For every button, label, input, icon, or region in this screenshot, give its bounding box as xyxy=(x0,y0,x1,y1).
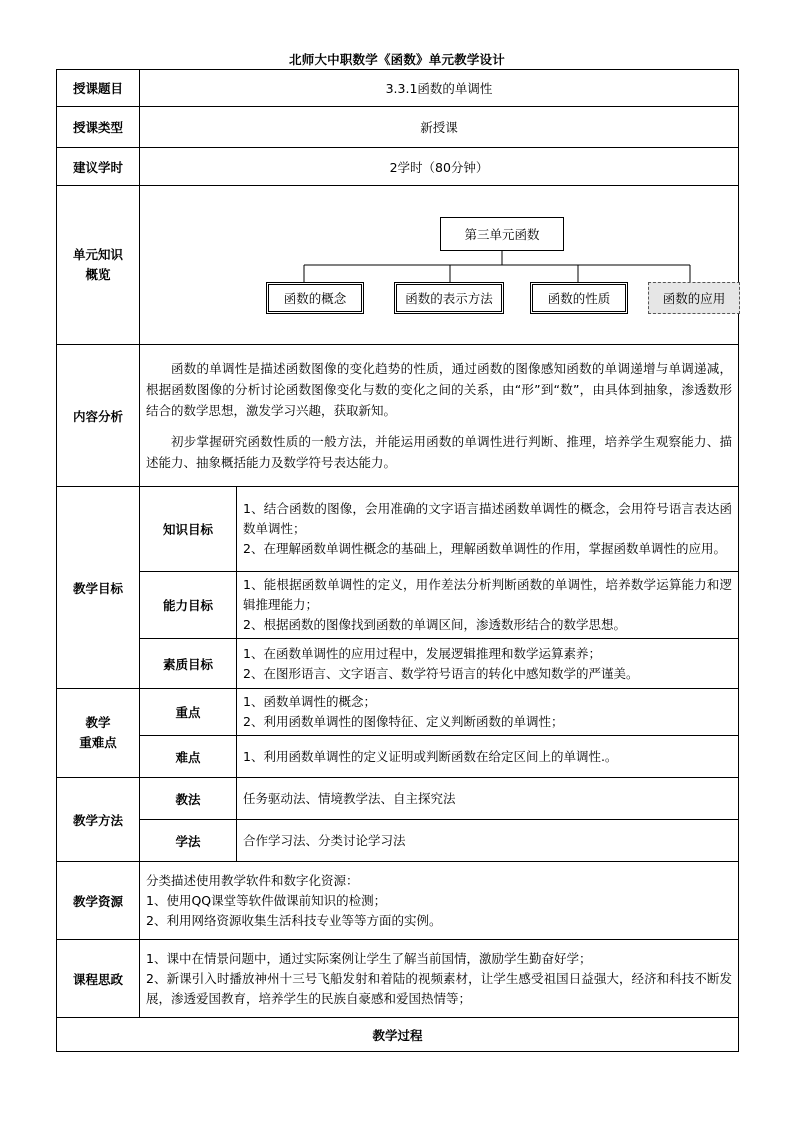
overview-label-line2: 概览 xyxy=(85,267,111,282)
diagram-node-concept: 函数的概念 xyxy=(266,282,364,314)
learning-method-label: 学法 xyxy=(140,820,237,862)
quality-objective-label: 素质目标 xyxy=(140,639,237,689)
key-points-label xyxy=(57,689,140,778)
quality-objective-item-1: 1、在函数单调性的应用过程中，发展逻辑推理和数学运算素养； xyxy=(243,645,601,661)
knowledge-objective-label: 知识目标 xyxy=(140,487,237,572)
topic-row xyxy=(57,70,739,107)
lesson-plan-table xyxy=(56,69,739,1052)
hours-label: 建议学时 xyxy=(57,148,140,186)
ideology-label: 课程思政 xyxy=(57,940,140,1018)
quality-objective-row xyxy=(57,639,739,689)
diagram-node-representation: 函数的表示方法 xyxy=(394,282,504,314)
process-row xyxy=(57,1018,739,1052)
teaching-method-value: 任务驱动法、情境教学法、自主探究法 xyxy=(237,778,739,820)
diagram-node-application: 函数的应用 xyxy=(648,282,740,314)
difficulty-text xyxy=(237,736,739,778)
learning-method-value: 合作学习法、分类讨论学习法 xyxy=(237,820,739,862)
content-paragraph-1: 函数的单调性是描述函数图像的变化趋势的性质，通过函数的图像感知函数的单调递增与单调递减，根据函数图像的分析讨论函数图像变化与数的变化之间的关系，由“形”到“数”，由具体到抽象，渗透数形结合的数学思想，激发学习兴趣，获取新知。 xyxy=(146,361,732,418)
topic-value: 3.3.1函数的单调性 xyxy=(140,70,739,107)
lesson-type-value: 新授课 xyxy=(140,107,739,148)
ability-objective-item-1: 1、能根据函数单调性的定义，用作差法分析判断函数的单调性，培养数学运算能力和逻辑推理能力； xyxy=(243,577,732,612)
key-points-label-line2: 重难点 xyxy=(79,735,117,750)
overview-label xyxy=(57,186,140,345)
focus-label: 重点 xyxy=(140,689,237,736)
lesson-type-label: 授课类型 xyxy=(57,107,140,148)
focus-row xyxy=(57,689,739,736)
ideology-text xyxy=(140,940,739,1018)
content-paragraph-2: 初步掌握研究函数性质的一般方法，并能运用函数的单调性进行判断、推理，培养学生观察能力、描述能力、抽象概括能力及数学符号表达能力。 xyxy=(146,434,732,470)
process-heading: 教学过程 xyxy=(57,1018,739,1052)
content-analysis-label: 内容分析 xyxy=(57,345,140,487)
knowledge-structure-diagram xyxy=(140,187,736,343)
overview-label-line1: 单元知识 xyxy=(72,247,123,262)
content-analysis-text xyxy=(140,345,739,487)
resources-item-3: 2、利用网络资源收集生活科技专业等等方面的实例。 xyxy=(146,912,442,928)
content-analysis-row xyxy=(57,345,739,487)
ability-objective-item-2: 2、根据函数的图像找到函数的单调区间，渗透数形结合的数学思想。 xyxy=(243,617,626,632)
resources-item-2: 1、使用QQ课堂等软件做课前知识的检测； xyxy=(146,892,387,908)
focus-text xyxy=(237,689,739,736)
document-title: 北师大中职数学《函数》单元教学设计 xyxy=(289,52,505,67)
resources-label: 教学资源 xyxy=(57,862,140,940)
difficulty-item-1: 1、利用函数单调性的定义证明或判断函数在给定区间上的单调性.。 xyxy=(243,748,618,764)
ability-objective-label: 能力目标 xyxy=(140,572,237,639)
ideology-item-1: 1、课中在情景问题中，通过实际案例让学生了解当前国情，激励学生勤奋好学； xyxy=(146,950,592,966)
ideology-item-2: 2、新课引入时播放神州十三号飞船发射和着陆的视频素材，让学生感受祖国日益强大，经济和科技不断发展，渗透爱国教育，培养学生的民族自豪感和爱国热情等； xyxy=(146,970,732,1006)
hours-row xyxy=(57,148,739,186)
hours-value: 2学时（80分钟） xyxy=(140,148,739,186)
key-points-label-line1: 教学 xyxy=(85,715,111,730)
lesson-type-row xyxy=(57,107,739,148)
knowledge-objective-item-2: 2、在理解函数单调性概念的基础上，理解函数单调性的作用，掌握函数单调性的应用。 xyxy=(243,541,726,556)
difficulty-label: 难点 xyxy=(140,736,237,778)
topic-label: 授课题目 xyxy=(57,70,140,107)
knowledge-objective-text xyxy=(237,487,739,572)
knowledge-objective-row xyxy=(57,487,739,572)
overview-diagram-cell xyxy=(140,186,739,345)
ideology-row xyxy=(57,940,739,1018)
diagram-node-property: 函数的性质 xyxy=(530,282,628,314)
ability-objective-row xyxy=(57,572,739,639)
knowledge-objective-item-1: 1、结合函数的图像，会用准确的文字语言描述函数单调性的概念，会用符号语言表达函数单调性； xyxy=(243,501,732,536)
difficulty-row xyxy=(57,736,739,778)
resources-row xyxy=(57,862,739,940)
quality-objective-text xyxy=(237,639,739,689)
resources-text xyxy=(140,862,739,940)
diagram-root-node: 第三单元函数 xyxy=(440,217,564,251)
diagram-connectors xyxy=(140,187,736,343)
focus-item-2: 2、利用函数单调性的图像特征、定义判断函数的单调性； xyxy=(243,714,564,729)
focus-item-1: 1、函数单调性的概念； xyxy=(243,694,376,709)
quality-objective-item-2: 2、在图形语言、文字语言、数学符号语言的转化中感知数学的严谨美。 xyxy=(243,665,639,681)
overview-row xyxy=(57,186,739,345)
teaching-method-row xyxy=(57,778,739,820)
ability-objective-text xyxy=(237,572,739,639)
resources-item-1: 分类描述使用教学软件和数字化资源： xyxy=(146,872,359,888)
methods-label: 教学方法 xyxy=(57,778,140,862)
teaching-method-label: 教法 xyxy=(140,778,237,820)
learning-method-row xyxy=(57,820,739,862)
objectives-label: 教学目标 xyxy=(57,487,140,689)
